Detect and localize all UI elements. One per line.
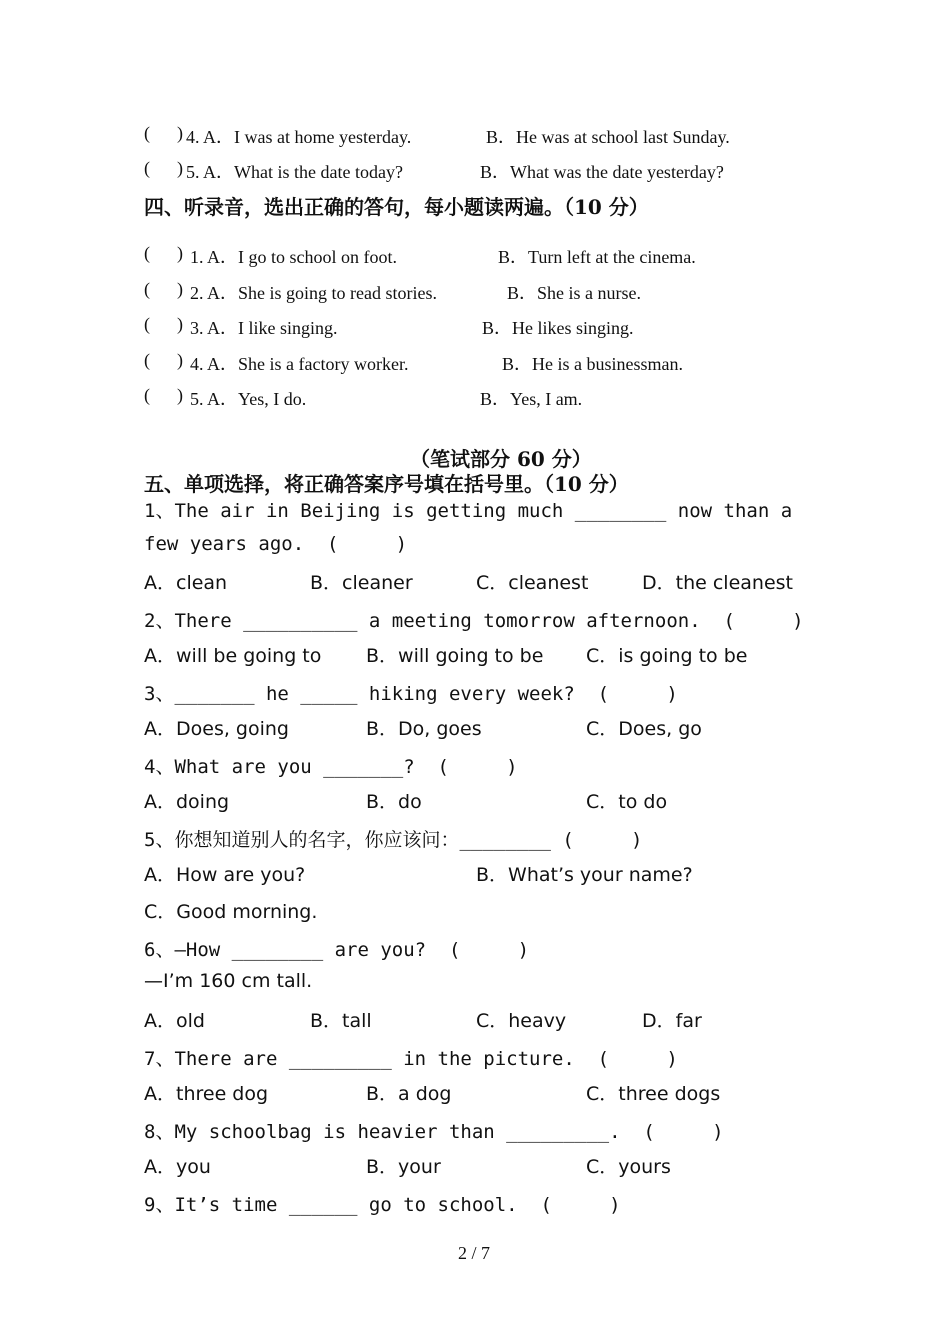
question-stem: 4、What are you _______? ( ): [144, 756, 518, 778]
option-d: D．the cleanest: [642, 572, 793, 594]
option-c: C．three dogs: [586, 1083, 721, 1105]
option-b: B．He was at school last Sunday.: [486, 127, 730, 147]
page-number: 2 / 7: [458, 1243, 491, 1263]
answer-paren: ( ): [144, 350, 183, 370]
section5-title: 五、单项选择，将正确答案序号填在括号里。（10 分）: [144, 472, 629, 496]
option-b: B．cleaner: [310, 572, 413, 594]
option-a: A．clean: [144, 572, 228, 594]
option-a: 3. A．I like singing.: [190, 318, 338, 338]
option-c: C．cleanest: [476, 572, 589, 594]
option-b: B．your: [366, 1156, 441, 1178]
option-c: C．yours: [586, 1156, 671, 1178]
question-stem: 6、—How ________ are you? ( ): [144, 939, 530, 961]
option-a: 1. A．I go to school on foot.: [190, 247, 397, 267]
option-a: 5. A．Yes, I do.: [190, 389, 307, 409]
question-stem: 2、There __________ a meeting tomorrow afternoon. ( ): [144, 610, 804, 632]
option-a: 5. A．What is the date today?: [186, 162, 403, 182]
section4-title: 四、听录音，选出正确的答句，每小题读两遍。（10 分）: [144, 195, 649, 219]
answer-paren: ( ): [144, 123, 183, 143]
option-a: 4. A．She is a factory worker.: [190, 354, 409, 374]
option-b: B．Turn left at the cinema.: [498, 247, 696, 267]
option-a: A．you: [144, 1156, 211, 1178]
question-stem: 5、你想知道别人的名字，你应该问：________ ( ): [144, 829, 643, 851]
written-part-heading: （笔试部分 60 分）: [410, 447, 592, 471]
answer-paren: ( ): [144, 279, 183, 299]
option-a: A．old: [144, 1010, 205, 1032]
option-b: B．Yes, I am.: [480, 389, 583, 409]
answer-paren: ( ): [144, 314, 183, 334]
option-b: B．Do, goes: [366, 718, 482, 740]
question-stem-line2: few years ago. ( ): [144, 533, 408, 555]
option-a: A．three dog: [144, 1083, 269, 1105]
option-b: B．He likes singing.: [482, 318, 634, 338]
option-c: C．heavy: [476, 1010, 567, 1032]
option-c: C．Does, go: [586, 718, 702, 740]
question-stem: 7、There are _________ in the picture. ( ): [144, 1048, 678, 1070]
option-b: B．What was the date yesterday?: [480, 162, 724, 182]
option-b: B．She is a nurse.: [507, 283, 641, 303]
option-a: A．How are you?: [144, 864, 306, 886]
question-stem-line1: 1、The air in Beijing is getting much ________ now than a: [144, 500, 793, 522]
option-b: B．a dog: [366, 1083, 452, 1105]
answer-paren: ( ): [144, 385, 183, 405]
question-stem: 3、_______ he _____ hiking every week? ( ): [144, 683, 678, 705]
option-d: D．far: [642, 1010, 702, 1032]
option-b: B．He is a businessman.: [502, 354, 683, 374]
dialogue-answer: —I’m 160 cm tall.: [144, 970, 313, 992]
option-c: C．Good morning.: [144, 901, 318, 923]
question-stem: 9、It’s time ______ go to school. ( ): [144, 1194, 621, 1216]
option-a: A．Does, going: [144, 718, 289, 740]
option-a: 2. A．She is going to read stories.: [190, 283, 437, 303]
answer-paren: ( ): [144, 158, 183, 178]
option-b: B．tall: [310, 1010, 372, 1032]
option-c: C．to do: [586, 791, 668, 813]
option-b: B．will going to be: [366, 645, 544, 667]
option-c: C．is going to be: [586, 645, 748, 667]
option-a: 4. A．I was at home yesterday.: [186, 127, 412, 147]
option-b: B．do: [366, 791, 422, 813]
option-a: A．will be going to: [144, 645, 322, 667]
question-stem: 8、My schoolbag is heavier than _________. ( ): [144, 1121, 724, 1143]
answer-paren: ( ): [144, 243, 183, 263]
option-b: B．What’s your name?: [476, 864, 693, 886]
option-a: A．doing: [144, 791, 230, 813]
